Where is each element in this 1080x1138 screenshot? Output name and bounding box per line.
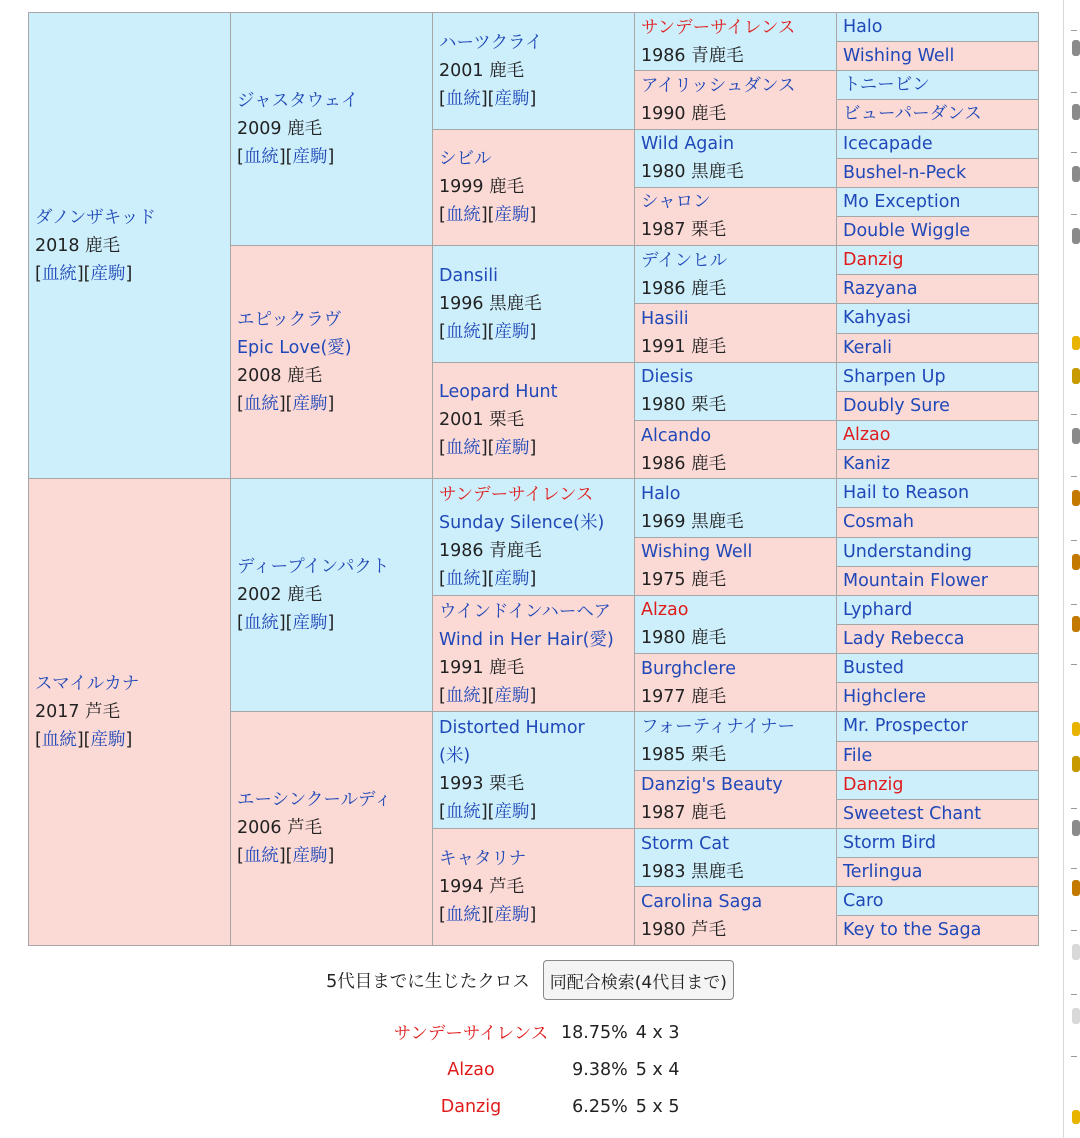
side-icon[interactable] <box>1072 428 1080 444</box>
horse-name-link[interactable]: Hail to Reason <box>843 483 970 504</box>
gen5-cell <box>837 304 1039 333</box>
divider <box>1071 92 1077 93</box>
horse-year: 2018 鹿毛 <box>35 235 121 256</box>
horse-name-link[interactable]: ダノンザキッド <box>35 207 156 228</box>
horse-name-link[interactable]: トニービン <box>843 75 930 96</box>
gen5-cell <box>837 712 1039 741</box>
divider <box>1071 30 1077 31</box>
gen5-cell <box>837 741 1039 770</box>
divider <box>1071 930 1077 931</box>
gen5-cell <box>837 362 1039 391</box>
side-icon[interactable] <box>1072 490 1080 506</box>
horse-year: 1987 鹿毛 <box>641 803 727 824</box>
horse-name-link[interactable]: Mo Exception <box>843 191 961 212</box>
gen5-cell <box>837 770 1039 799</box>
gen5-cell <box>837 537 1039 566</box>
dam-sire <box>231 479 433 712</box>
gen3-cell <box>433 712 635 829</box>
progeny-link[interactable]: 産駒 <box>494 685 530 706</box>
horse-name-link[interactable]: Razyana <box>843 279 918 300</box>
side-icon[interactable] <box>1072 944 1080 960</box>
cross-horse-name[interactable]: Danzig <box>440 1096 502 1117</box>
gen4-cell <box>635 362 837 420</box>
horse-name-link[interactable]: Carolina Saga <box>641 891 763 912</box>
bloodline-link[interactable]: 血統 <box>445 569 481 590</box>
horse-links: [血統][産駒] <box>237 147 335 168</box>
horse-year: 1980 鹿毛 <box>641 628 727 649</box>
gen4-cell <box>635 304 837 362</box>
horse-name-link[interactable]: Epic Love(愛) <box>237 338 352 359</box>
horse-name-link[interactable]: Sweetest Chant <box>843 803 982 824</box>
progeny-link[interactable]: 産駒 <box>494 321 530 342</box>
horse-year: 2008 鹿毛 <box>237 366 323 387</box>
progeny-link[interactable]: 産駒 <box>494 438 530 459</box>
horse-year: 1977 鹿毛 <box>641 686 727 707</box>
horse-name-link[interactable]: Storm Cat <box>641 833 729 854</box>
horse-year: 1980 栗毛 <box>641 395 727 416</box>
gen4-cell <box>635 595 837 653</box>
horse-name-link[interactable]: Kerali <box>843 337 893 358</box>
gen5-cell <box>837 187 1039 216</box>
horse-links: [血統][産駒] <box>439 569 537 590</box>
horse-name-link[interactable]: ディープインパクト <box>237 557 390 578</box>
gen3-cell <box>433 246 635 363</box>
horse-year: 2001 栗毛 <box>439 410 525 431</box>
gen4-cell <box>635 712 837 770</box>
gen5-cell <box>837 391 1039 420</box>
divider <box>1071 664 1077 665</box>
gen4-cell <box>635 479 837 537</box>
horse-links: [血統][産駒] <box>237 394 335 415</box>
progeny-link[interactable]: 産駒 <box>494 569 530 590</box>
horse-year: 1986 青鹿毛 <box>439 541 542 562</box>
divider <box>1071 1056 1077 1057</box>
dam <box>29 479 231 945</box>
gen5-cell <box>837 450 1039 479</box>
cross-generation: 5 x 5 <box>635 1096 680 1117</box>
horse-year: 1996 黒鹿毛 <box>439 293 542 314</box>
gen5-cell <box>837 566 1039 595</box>
progeny-link[interactable]: 産駒 <box>292 147 328 168</box>
gen4-cell <box>635 537 837 595</box>
bloodline-link[interactable]: 血統 <box>445 321 481 342</box>
horse-name-link[interactable]: Danzig <box>843 250 904 271</box>
horse-links: [血統][産駒] <box>237 613 335 634</box>
gen5-cell <box>837 158 1039 187</box>
horse-name-link[interactable]: サンデーサイレンス <box>641 17 796 38</box>
gen5-cell <box>837 479 1039 508</box>
horse-name-link[interactable]: ジャスタウェイ <box>237 91 359 112</box>
cross-percentage: 18.75% <box>561 1022 628 1043</box>
bloodline-link[interactable]: 血統 <box>41 729 77 750</box>
horse-name-link[interactable]: Lyphard <box>843 599 913 620</box>
divider <box>1071 214 1077 215</box>
cross-generation: 5 x 4 <box>635 1059 680 1080</box>
horse-links: [血統][産駒] <box>35 263 133 284</box>
gen3-cell <box>433 13 635 130</box>
side-icon[interactable] <box>1072 880 1080 896</box>
horse-year: 2017 芦毛 <box>35 701 121 722</box>
progeny-link[interactable]: 産駒 <box>494 205 530 226</box>
gen4-cell <box>635 770 837 828</box>
horse-name-link[interactable]: Sharpen Up <box>843 366 946 387</box>
divider <box>1071 414 1077 415</box>
cross-percentage: 9.38% <box>572 1059 628 1080</box>
gen5-cell <box>837 508 1039 537</box>
gen5-cell <box>837 828 1039 857</box>
cross-row <box>385 1088 700 1125</box>
horse-name-link[interactable]: Burghclere <box>641 658 737 679</box>
side-icon[interactable] <box>1072 820 1080 836</box>
side-icon[interactable] <box>1072 336 1080 350</box>
horse-name-link[interactable]: Storm Bird <box>843 833 937 853</box>
progeny-link[interactable]: 産駒 <box>494 904 530 925</box>
gen4-cell <box>635 187 837 245</box>
horse-links: [血統][産駒] <box>439 438 537 459</box>
horse-year: 2002 鹿毛 <box>237 585 323 606</box>
horse-year: 2001 鹿毛 <box>439 60 525 81</box>
cross-percentage: 6.25% <box>572 1096 628 1117</box>
horse-links: [血統][産駒] <box>439 685 537 706</box>
horse-name-link[interactable]: Mountain Flower <box>843 570 988 591</box>
horse-name-link[interactable]: Halo <box>641 483 681 504</box>
horse-year: 2009 鹿毛 <box>237 119 323 140</box>
horse-name-link[interactable]: Cosmah <box>843 512 914 533</box>
horse-links: [血統][産駒] <box>439 205 537 226</box>
gen3-cell <box>433 479 635 596</box>
horse-name-link[interactable]: シビル <box>439 149 492 170</box>
horse-name-link[interactable]: Caro <box>843 891 884 912</box>
gen5-cell <box>837 100 1039 129</box>
horse-name-link[interactable]: サンデーサイレンス <box>439 485 594 506</box>
horse-year: 1991 鹿毛 <box>641 337 727 358</box>
horse-year: 1983 黒鹿毛 <box>641 861 744 882</box>
bloodline-link[interactable]: 血統 <box>243 613 279 634</box>
gen5-cell <box>837 275 1039 304</box>
bloodline-link[interactable]: 血統 <box>243 147 279 168</box>
horse-name-link[interactable]: アイリッシュダンス <box>641 75 796 96</box>
divider <box>1071 604 1077 605</box>
cross-label: 5代目までに生じたクロス <box>326 971 530 992</box>
divider <box>1071 868 1077 869</box>
horse-name-link[interactable]: Leopard Hunt <box>439 382 558 403</box>
gen3-cell <box>433 129 635 246</box>
horse-name-link[interactable]: デインヒル <box>641 250 728 271</box>
horse-name-link[interactable]: スマイルカナ <box>35 673 140 694</box>
horse-year: 1986 青鹿毛 <box>641 45 744 66</box>
progeny-link[interactable]: 産駒 <box>90 263 126 284</box>
side-icon[interactable] <box>1072 756 1080 772</box>
horse-name-link[interactable]: Understanding <box>843 541 972 562</box>
horse-name-link[interactable]: Diesis <box>641 367 694 388</box>
horse-name-link[interactable]: フォーティナイナー <box>641 717 795 738</box>
side-icon[interactable] <box>1072 166 1080 182</box>
side-icon[interactable] <box>1072 616 1080 632</box>
side-icon[interactable] <box>1072 1110 1080 1124</box>
horse-name-link[interactable]: Halo <box>843 17 883 38</box>
divider <box>1071 994 1077 995</box>
horse-name-link[interactable]: Alcando <box>641 425 712 446</box>
horse-name-link[interactable]: Terlingua <box>843 862 923 883</box>
cross-horse-name[interactable]: サンデーサイレンス <box>393 1024 549 1044</box>
horse-name-link[interactable]: Doubly Sure <box>843 395 950 416</box>
horse-name-link[interactable]: Busted <box>843 658 904 679</box>
horse-year: 1991 鹿毛 <box>439 657 525 678</box>
gen5-cell <box>837 420 1039 449</box>
horse-year: 1986 鹿毛 <box>641 278 727 299</box>
horse-year: 1969 黒鹿毛 <box>641 511 744 532</box>
horse-links: [血統][産駒] <box>439 321 537 342</box>
horse-name-link[interactable]: (米) <box>439 746 471 767</box>
gen5-cell <box>837 858 1039 887</box>
gen5-cell <box>837 216 1039 245</box>
gen3-cell <box>433 828 635 945</box>
cross-generation: 4 x 3 <box>635 1022 680 1043</box>
bloodline-link[interactable]: 血統 <box>445 438 481 459</box>
gen5-cell <box>837 624 1039 653</box>
side-icon[interactable] <box>1072 722 1080 736</box>
horse-name-link[interactable]: Hasili <box>641 309 689 330</box>
bloodline-link[interactable]: 血統 <box>445 685 481 706</box>
horse-name-link[interactable]: Kaniz <box>843 454 891 475</box>
horse-name-link[interactable]: Wishing Well <box>843 46 955 67</box>
gen5-cell <box>837 71 1039 100</box>
gen5-cell <box>837 683 1039 712</box>
horse-year: 1990 鹿毛 <box>641 103 727 124</box>
gen5-cell <box>837 246 1039 275</box>
horse-name-link[interactable]: シャロン <box>641 192 711 213</box>
gen4-cell <box>635 420 837 478</box>
horse-name-link[interactable]: Highclere <box>843 687 927 708</box>
divider <box>1071 808 1077 809</box>
horse-links: [血統][産駒] <box>35 729 133 750</box>
horse-year: 1980 芦毛 <box>641 919 727 940</box>
horse-links: [血統][産駒] <box>439 802 537 823</box>
bloodline-link[interactable]: 血統 <box>445 205 481 226</box>
horse-name-link[interactable]: Wind in Her Hair(愛) <box>439 629 614 650</box>
horse-name-link[interactable]: Distorted Humor <box>439 718 585 739</box>
horse-year: 1999 鹿毛 <box>439 177 525 198</box>
gen5-cell <box>837 595 1039 624</box>
gen4-cell <box>635 13 837 71</box>
gen4-cell <box>635 828 837 886</box>
side-icon[interactable] <box>1072 104 1080 120</box>
dam-dam <box>231 712 433 945</box>
side-icon[interactable] <box>1072 1008 1080 1024</box>
cross-row <box>385 1014 700 1051</box>
horse-year: 1987 栗毛 <box>641 220 727 241</box>
progeny-link[interactable]: 産駒 <box>292 394 328 415</box>
horse-name-link[interactable]: Alzao <box>843 425 891 446</box>
side-icon[interactable] <box>1072 228 1080 244</box>
pedigree-table <box>28 12 1039 946</box>
sire-sire <box>231 13 433 246</box>
horse-name-link[interactable]: Danzig's Beauty <box>641 775 783 796</box>
gen5-cell <box>837 42 1039 71</box>
horse-year: 1980 黒鹿毛 <box>641 162 744 183</box>
gen4-cell <box>635 129 837 187</box>
horse-name-link[interactable]: Wishing Well <box>641 542 753 563</box>
horse-name-link[interactable]: ビューパーダンス <box>843 104 982 125</box>
horse-name-link[interactable]: キャタリナ <box>439 848 527 869</box>
horse-name-link[interactable]: ハーツクライ <box>439 32 543 53</box>
horse-links: [血統][産駒] <box>439 88 537 109</box>
cross-header <box>0 958 1060 1002</box>
bloodline-link[interactable]: 血統 <box>445 904 481 925</box>
gen5-cell <box>837 654 1039 683</box>
gen5-cell <box>837 129 1039 158</box>
horse-name-link[interactable]: Alzao <box>641 600 689 621</box>
horse-name-link[interactable]: Wild Again <box>641 134 735 155</box>
bloodline-link[interactable]: 血統 <box>445 88 481 109</box>
horse-name-link[interactable]: Sunday Silence(米) <box>439 513 605 534</box>
same-cross-search-button[interactable]: 同配合検索(4代目まで) <box>543 960 734 1000</box>
horse-name-link[interactable]: Dansili <box>439 265 498 286</box>
gen4-cell <box>635 71 837 129</box>
horse-name-link[interactable]: ウインドインハーヘア <box>439 601 611 622</box>
progeny-link[interactable]: 産駒 <box>90 729 126 750</box>
divider <box>1071 152 1077 153</box>
cross-table <box>385 1014 700 1125</box>
horse-name-link[interactable]: Kahyasi <box>843 308 912 329</box>
gen3-cell <box>433 595 635 712</box>
horse-name-link[interactable]: エピックラヴ <box>237 310 342 331</box>
progeny-link[interactable]: 産駒 <box>494 802 530 823</box>
horse-year: 2006 芦毛 <box>237 818 323 839</box>
side-icon[interactable] <box>1072 368 1080 384</box>
horse-links: [血統][産駒] <box>237 846 335 867</box>
gen4-cell <box>635 654 837 712</box>
gen5-cell <box>837 333 1039 362</box>
progeny-link[interactable]: 産駒 <box>292 846 328 867</box>
horse-name-link[interactable]: Lady Rebecca <box>843 629 965 650</box>
horse-name-link[interactable]: File <box>843 745 873 766</box>
cross-horse-name[interactable]: Alzao <box>447 1059 495 1080</box>
horse-year: 1985 栗毛 <box>641 745 727 766</box>
divider <box>1071 540 1077 541</box>
horse-name-link[interactable]: Icecapade <box>843 133 933 154</box>
bloodline-link[interactable]: 血統 <box>445 802 481 823</box>
gen4-cell <box>635 246 837 304</box>
horse-name-link[interactable]: Mr. Prospector <box>843 716 968 737</box>
gen3-cell <box>433 362 635 479</box>
cross-row <box>385 1051 700 1088</box>
horse-name-link[interactable]: Double Wiggle <box>843 221 971 242</box>
horse-name-link[interactable]: エーシンクールディ <box>237 790 392 811</box>
gen5-cell <box>837 799 1039 828</box>
horse-year: 1986 鹿毛 <box>641 453 727 474</box>
horse-year: 1993 栗毛 <box>439 774 525 795</box>
sire-dam <box>231 246 433 479</box>
side-icon[interactable] <box>1072 554 1080 570</box>
divider <box>1071 476 1077 477</box>
bloodline-link[interactable]: 血統 <box>243 394 279 415</box>
gen5-cell <box>837 916 1039 945</box>
progeny-link[interactable]: 産駒 <box>494 88 530 109</box>
horse-name-link[interactable]: Danzig <box>843 774 904 795</box>
bloodline-link[interactable]: 血統 <box>243 846 279 867</box>
side-panel-edge <box>1063 0 1080 1138</box>
sire <box>29 13 231 479</box>
gen5-cell <box>837 887 1039 916</box>
gen4-cell <box>635 887 837 945</box>
bloodline-link[interactable]: 血統 <box>41 263 77 284</box>
horse-name-link[interactable]: Bushel-n-Peck <box>843 162 967 183</box>
horse-year: 1994 芦毛 <box>439 876 525 897</box>
side-icon[interactable] <box>1072 40 1080 56</box>
horse-name-link[interactable]: Key to the Saga <box>843 920 982 941</box>
horse-links: [血統][産駒] <box>439 904 537 925</box>
progeny-link[interactable]: 産駒 <box>292 613 328 634</box>
horse-year: 1975 鹿毛 <box>641 570 727 591</box>
gen5-cell <box>837 13 1039 42</box>
